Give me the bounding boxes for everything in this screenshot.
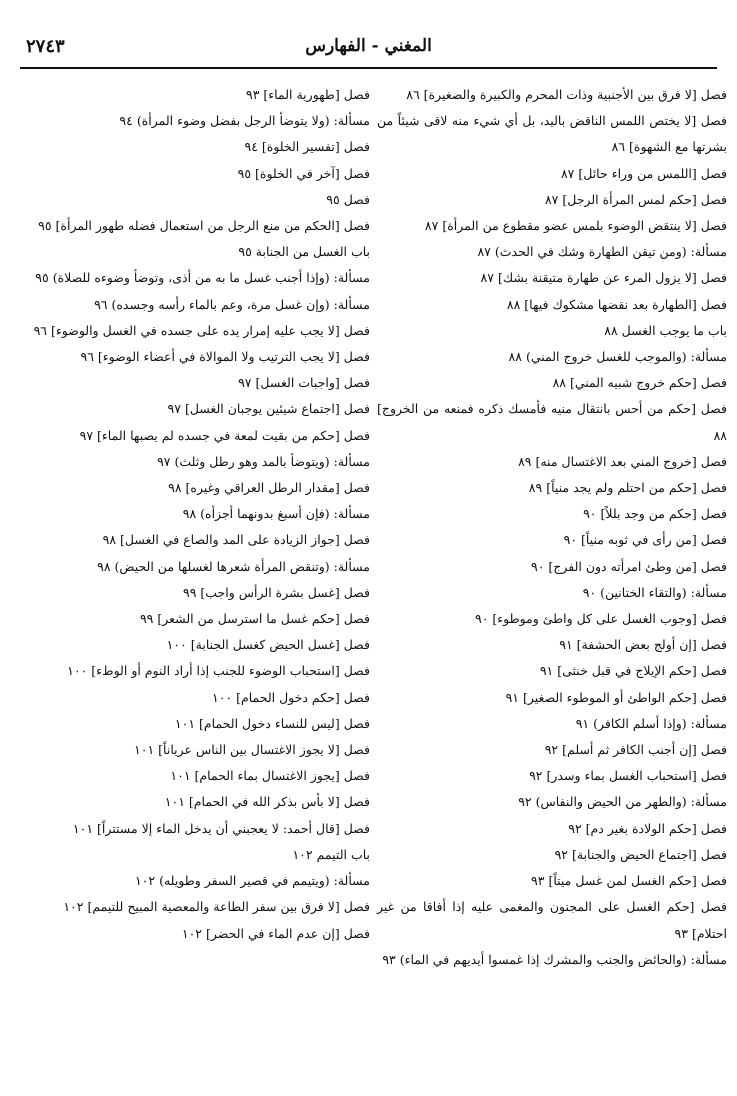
- index-entry: فصل [حكم خروج شبيه المني] ٨٨: [552, 375, 727, 391]
- index-entry: فصل [وجوب الغسل على كل واطئ وموطوء] ٩٠: [475, 611, 727, 627]
- index-entry: فصل [إن أولج بعض الحشفة] ٩١: [559, 637, 727, 653]
- index-entry: فصل [من رأى في ثوبه منياً] ٩٠: [563, 532, 727, 548]
- index-entry: فصل [حكم من أحس بانتقال منيه فأمسك ذكره فمنعه من الخروج] ٨٨: [377, 401, 727, 443]
- index-entry: فصل [لا فرق بين سفر الطاعة والمعصية المبيح للتيمم] ١٠٢: [63, 899, 370, 915]
- running-title: المغني - الفهارس: [305, 36, 432, 56]
- page-header: [20, 36, 717, 64]
- index-entry: فصل [من وطئ امرأته دون الفرج] ٩٠: [531, 558, 727, 574]
- index-entry: فصل [جواز الزيادة على المد والصاع في الغسل] ٩٨: [102, 532, 370, 548]
- index-entry: مسألة: (والموجب للغسل خروج المني) ٨٨: [508, 349, 727, 365]
- index-column-right: [377, 82, 727, 973]
- index-entry: فصل [لا يجب الترتيب ولا الموالاة في أعضاء الوضوء] ٩٦: [80, 349, 370, 365]
- index-column-left: [20, 82, 370, 947]
- index-entry: فصل [ليس للنساء دخول الحمام] ١٠١: [174, 715, 370, 731]
- index-entry: فصل [لا يجب عليه إمرار يده على جسده في الغسل والوضوء] ٩٦: [33, 322, 370, 338]
- index-entry: مسألة: (والحائض والجنب والمشرك إذا غمسوا أيديهم في الماء) ٩٣: [382, 951, 727, 967]
- index-entry: فصل [حكم الولادة بغير دم] ٩٢: [568, 820, 727, 836]
- index-entry: فصل [مقدار الرطل العراقي وغيره] ٩٨: [168, 480, 370, 496]
- index-entry: فصل [واجبات الغسل] ٩٧: [238, 375, 370, 391]
- index-entry: باب ما يوجب الغسل ٨٨: [604, 322, 727, 338]
- index-entry: مسألة: (والتقاء الختانين) ٩٠: [582, 584, 727, 600]
- index-entry: فصل [لا ينتقض الوضوء بلمس عضو مقطوع من المرأة] ٨٧: [424, 218, 727, 234]
- index-entry: فصل [لا بأس بذكر الله في الحمام] ١٠١: [164, 794, 370, 810]
- index-entry: فصل [حكم دخول الحمام] ١٠٠: [212, 689, 370, 705]
- index-entry: فصل [لا يجوز الاغتسال بين الناس عرياناً] ١٠١: [134, 742, 370, 758]
- index-entry: فصل [الطهارة بعد نقضها مشكوك فيها] ٨٨: [506, 296, 727, 312]
- index-entry: مسألة: (والطهر من الحيض والنفاس) ٩٢: [518, 794, 727, 810]
- index-entry: فصل [لا يزول المرء عن طهارة متيقنة بشك] ٨٧: [480, 270, 727, 286]
- index-entry: باب التيمم ١٠٢: [292, 846, 370, 862]
- index-entry: فصل [إن أجنب الكافر ثم أسلم] ٩٢: [544, 742, 727, 758]
- index-entry: مسألة: (فإن أسبغ بدونهما أجزأه) ٩٨: [182, 506, 370, 522]
- index-entry: فصل [حكم غسل ما استرسل من الشعر] ٩٩: [139, 611, 370, 627]
- index-entry: فصل [الحكم من منع الرجل من استعمال فضله طهور المرأة] ٩٥: [38, 218, 370, 234]
- index-entry: فصل ٩٥: [326, 191, 370, 207]
- index-entry: فصل [قال أحمد: لا يعجبني أن يدخل الماء إلا مستتراً] ١٠١: [72, 820, 370, 836]
- index-entry: فصل [اجتماع شيئين يوجبان الغسل] ٩٧: [167, 401, 370, 417]
- index-entry: فصل [آخر في الخلوة] ٩٥: [237, 165, 370, 181]
- header-rule: [20, 67, 717, 69]
- index-entry: فصل [حكم الغسل على المجنون والمغمى عليه إذا أفاقا من غير احتلام] ٩٣: [377, 899, 727, 941]
- index-entry: مسألة: (وإذا أجنب غسل ما به من أذى، وتوضأ وضوءه للصلاة) ٩٥: [35, 270, 370, 286]
- index-entry: فصل [حكم لمس المرأة الرجل] ٨٧: [544, 191, 727, 207]
- index-entry: فصل [حكم الإيلاج في قبل خنثى] ٩١: [539, 663, 727, 679]
- index-entry: فصل [غسل بشرة الرأس واجب] ٩٩: [183, 584, 370, 600]
- index-entry: فصل [تفسير الخلوة] ٩٤: [244, 139, 370, 155]
- index-entry: مسألة: (وإن غسل مرة، وعم بالماء رأسه وجسده) ٩٦: [94, 296, 370, 312]
- index-entry: مسألة: (ويتوضأ بالمد وهو رطل وثلث) ٩٧: [157, 453, 370, 469]
- index-entry: فصل [طهورية الماء] ٩٣: [246, 87, 370, 102]
- page-number: ٢٧٤٣: [26, 36, 65, 57]
- index-entry: فصل [استحباب الوضوء للجنب إذا أراد النوم أو الوطء] ١٠٠: [67, 663, 370, 679]
- index-entry: فصل [اللمس من وراء حائل] ٨٧: [560, 165, 727, 181]
- index-entry: فصل [حكم من احتلم ولم يجد منياً] ٨٩: [528, 480, 727, 496]
- index-entry: فصل [خروج المني بعد الاغتسال منه] ٨٩: [518, 453, 727, 469]
- index-entry: فصل [استحباب الغسل بماء وسدر] ٩٢: [529, 768, 727, 784]
- index-entry: فصل [لا فرق بين الأجنبية وذات المحرم والكبيرة والصغيرة] ٨٦: [406, 87, 727, 102]
- index-entry: باب الغسل من الجنابة ٩٥: [238, 244, 370, 260]
- index-entry: فصل [حكم الواطئ أو الموطوء الصغير] ٩١: [505, 689, 727, 705]
- index-entry: مسألة: (ويتيمم في قصير السفر وطويله) ١٠٢: [134, 873, 370, 889]
- index-entry: فصل [غسل الحيض كغسل الجنابة] ١٠٠: [166, 637, 370, 653]
- index-entry: مسألة: (ولا يتوضأ الرجل بفضل وضوء المرأة) ٩٤: [119, 113, 370, 129]
- index-entry: فصل [حكم من بقيت لمعة في جسده لم يصبها الماء] ٩٧: [79, 427, 370, 443]
- index-entry: مسألة: (ومن تيقن الطهارة وشك في الحدث) ٨٧: [477, 244, 727, 260]
- index-entry: فصل [حكم الغسل لمن غسل ميتاً] ٩٣: [531, 873, 727, 889]
- index-entry: فصل [لا يختص اللمس الناقض باليد، بل أي شيء منه لاقى شيئاً من بشرتها مع الشهوة] ٨٦: [377, 113, 727, 155]
- index-entry: فصل [إن عدم الماء في الحضر] ١٠٢: [181, 925, 370, 941]
- index-entry: مسألة: (وتنقض المرأة شعرها لغسلها من الحيض) ٩٨: [97, 558, 370, 574]
- index-entry: فصل [اجتماع الحيض والجنابة] ٩٢: [554, 846, 727, 862]
- index-entry: فصل [حكم من وجد بللاً] ٩٠: [583, 506, 727, 522]
- index-entry: فصل [يجوز الاغتسال بماء الحمام] ١٠١: [170, 768, 370, 784]
- index-entry: مسألة: (وإذا أسلم الكافر) ٩١: [575, 715, 727, 731]
